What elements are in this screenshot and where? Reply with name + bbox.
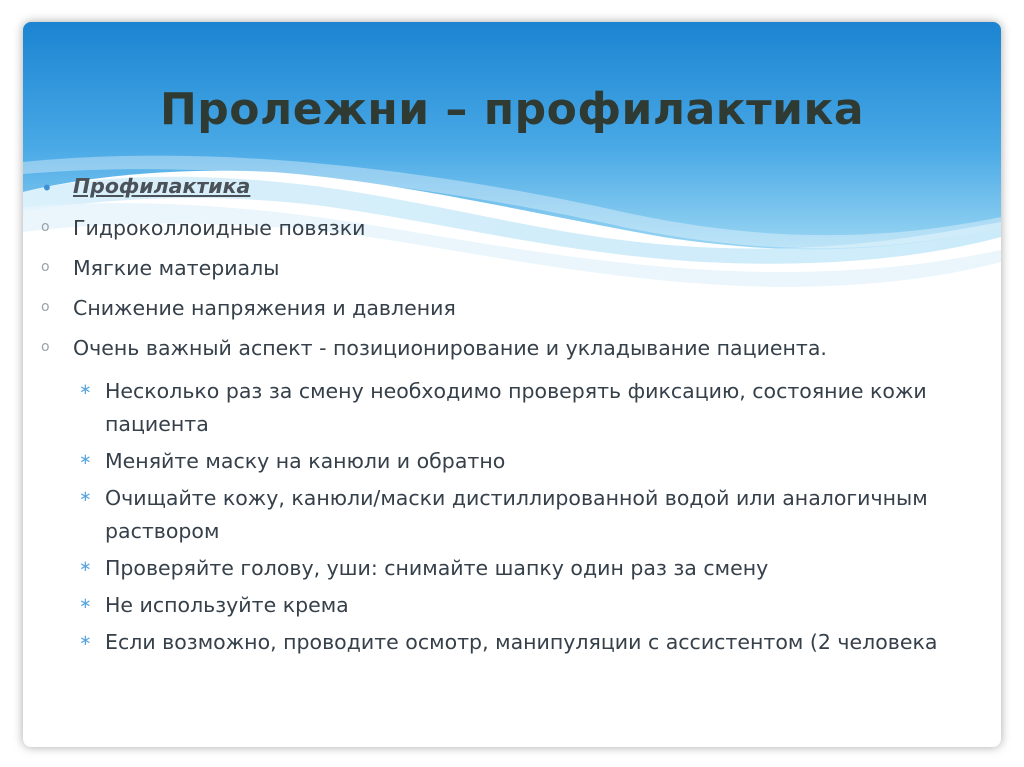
asterisk-bullet-icon: ∗ — [79, 487, 92, 505]
sub-list-item — [41, 552, 981, 585]
asterisk-bullet-icon: ∗ — [79, 557, 92, 575]
list-item-text: Гидроколлоидные повязки — [73, 216, 366, 240]
sub-list-item-text: Несколько раз за смену необходимо проверять фиксацию, состояние кожи пациента — [105, 379, 927, 436]
sub-list-item-text: Меняйте маску на канюли и обратно — [105, 449, 506, 473]
list-item — [41, 335, 981, 361]
list-item — [41, 255, 981, 281]
bullet-dot-icon: • — [41, 176, 53, 200]
sub-list-item — [41, 626, 981, 659]
bullet-list — [41, 174, 981, 663]
sub-list-item-text: Не используйте крема — [105, 593, 349, 617]
circle-bullet-icon: o — [41, 219, 50, 235]
sub-list-item-text: Очищайте кожу, канюли/маски дистиллированной водой или аналогичным раствором — [105, 486, 928, 543]
list-item — [41, 295, 981, 321]
sub-list-item — [41, 375, 981, 441]
list-item-text: Мягкие материалы — [73, 256, 280, 280]
asterisk-bullet-icon: ∗ — [79, 631, 92, 649]
heading-text: Профилактика — [73, 174, 251, 198]
list-item — [41, 215, 981, 241]
list-item-text: Очень важный аспект - позиционирование и укладывание пациента. — [73, 336, 827, 360]
sub-list-item — [41, 445, 981, 478]
sub-list-item — [41, 589, 981, 622]
asterisk-bullet-icon: ∗ — [79, 380, 92, 398]
circle-bullet-icon: o — [41, 299, 50, 315]
sub-list-item-text: Проверяйте голову, уши: снимайте шапку один раз за смену — [105, 556, 769, 580]
sub-list-item-text: Если возможно, проводите осмотр, манипуляции с ассистентом (2 человека — [105, 630, 938, 654]
list-heading — [41, 174, 981, 198]
circle-bullet-icon: o — [41, 339, 50, 355]
circle-bullet-icon: o — [41, 259, 50, 275]
slide-title: Пролежни – профилактика — [159, 84, 865, 135]
asterisk-bullet-icon: ∗ — [79, 594, 92, 612]
asterisk-bullet-icon: ∗ — [79, 450, 92, 468]
sub-list-item — [41, 482, 981, 548]
slide — [23, 22, 1001, 747]
list-item-text: Снижение напряжения и давления — [73, 296, 456, 320]
